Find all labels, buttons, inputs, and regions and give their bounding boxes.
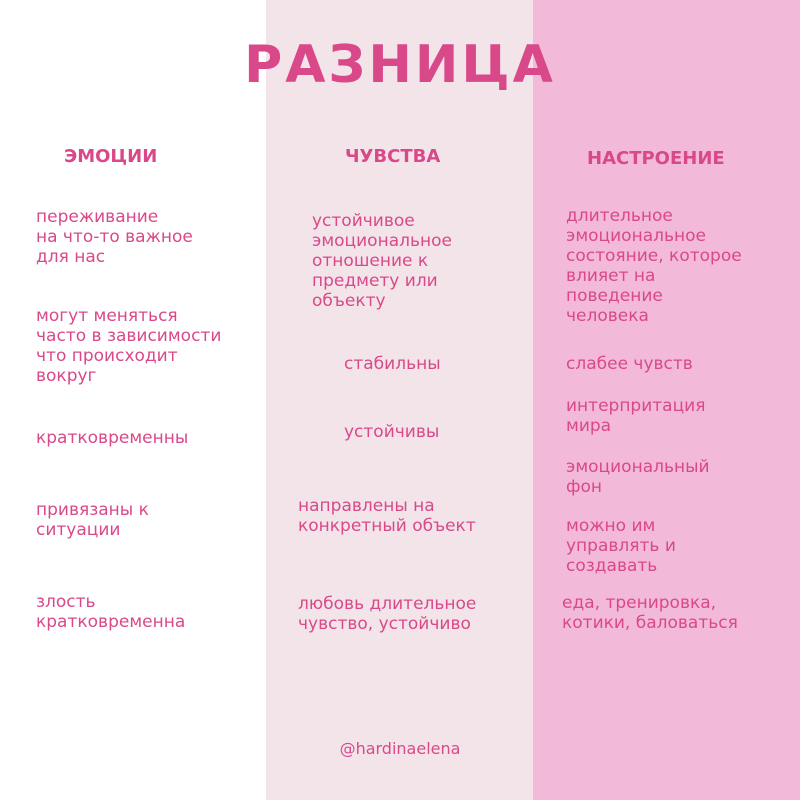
mood-item: интерпритация мира (566, 396, 706, 436)
column-heading-feelings: ЧУВСТВА (345, 146, 441, 167)
mood-item: длительное эмоциональное состояние, которое влияет на поведение человека (566, 206, 742, 326)
feelings-item: стабильны (344, 354, 441, 374)
column-heading-emotions: ЭМОЦИИ (64, 146, 158, 167)
column-feelings-background (266, 0, 533, 800)
emotions-item: кратковременны (36, 428, 189, 448)
feelings-item: устойчивое эмоциональное отношение к предмету или объекту (312, 211, 452, 311)
page-title: РАЗНИЦА (244, 35, 556, 95)
emotions-item: могут меняться часто в зависимости что происходит вокруг (36, 306, 222, 386)
column-emotions-background (0, 0, 266, 800)
emotions-item: злость кратковременна (36, 592, 186, 632)
emotions-item: привязаны к ситуации (36, 500, 149, 540)
author-handle: @hardinaelena (339, 739, 461, 758)
emotions-item: переживание на что-то важное для нас (36, 207, 193, 267)
column-heading-mood: НАСТРОЕНИЕ (587, 148, 725, 169)
feelings-item: устойчивы (344, 422, 440, 442)
mood-item: слабее чувств (566, 354, 693, 374)
feelings-item: любовь длительное чувство, устойчиво (298, 594, 477, 634)
mood-item: можно им управлять и создавать (566, 516, 676, 576)
mood-item: еда, тренировка, котики, баловаться (562, 593, 738, 633)
feelings-item: направлены на конкретный объект (298, 496, 476, 536)
mood-item: эмоциональный фон (566, 457, 710, 497)
